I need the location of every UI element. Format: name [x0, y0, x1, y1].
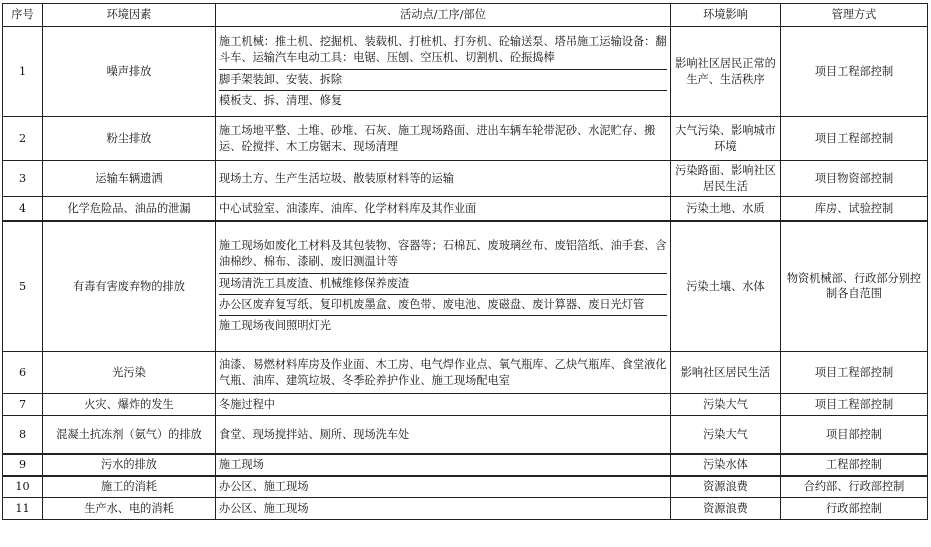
- row-no: 4: [3, 197, 43, 221]
- activity-line: 冬施过程中: [219, 397, 275, 411]
- table-row: [3, 221, 928, 352]
- row-impact: 污染大气: [671, 394, 781, 416]
- row-activity: [216, 498, 671, 520]
- row-activity: [216, 27, 671, 117]
- table-row: [3, 197, 928, 221]
- row-factor: 粉尘排放: [43, 117, 216, 161]
- table-row: [3, 27, 928, 117]
- row-mgmt: 项目部控制: [781, 416, 928, 454]
- row-factor: 有毒有害废弃物的排放: [43, 221, 216, 352]
- row-impact: 污染路面、影响社区居民生活: [671, 161, 781, 197]
- row-activity: [216, 476, 671, 498]
- table-row: [3, 117, 928, 161]
- activity-line: 办公区、施工现场: [219, 480, 309, 494]
- row-mgmt: 行政部控制: [781, 498, 928, 520]
- row-no: 3: [3, 161, 43, 197]
- table-row: [3, 454, 928, 476]
- row-activity: [216, 352, 671, 394]
- row-no: 11: [3, 498, 43, 520]
- row-factor: 光污染: [43, 352, 216, 394]
- row-mgmt: 项目工程部控制: [781, 352, 928, 394]
- row-mgmt: 工程部控制: [781, 454, 928, 476]
- row-impact: 污染土地、水质: [671, 197, 781, 221]
- row-mgmt: 项目工程部控制: [781, 27, 928, 117]
- activity-line: 施工机械：推土机、挖掘机、装载机、打桩机、打夯机、砼输送泵、塔吊施工运输设备：翻斗车、运输汽车电动工具：电锯、压刨、空压机、切割机、砼振捣棒: [219, 35, 667, 65]
- row-factor: 化学危险品、油品的泄漏: [43, 197, 216, 221]
- activity-line: 现场清洗工具废渣、机械维修保养废渣: [219, 273, 667, 294]
- row-no: 1: [3, 27, 43, 117]
- row-factor: 生产水、电的消耗: [43, 498, 216, 520]
- row-impact: 影响社区居民生活: [671, 352, 781, 394]
- row-impact: 资源浪费: [671, 476, 781, 498]
- row-factor: 噪声排放: [43, 27, 216, 117]
- row-no: 7: [3, 394, 43, 416]
- row-factor: 施工的消耗: [43, 476, 216, 498]
- activity-line: 模板支、拆、清理、修复: [219, 90, 667, 111]
- table-row: [3, 476, 928, 498]
- table-row: [3, 352, 928, 394]
- header-no: 序号: [3, 4, 43, 27]
- row-no: 9: [3, 454, 43, 476]
- row-activity: [216, 117, 671, 161]
- row-no: 8: [3, 416, 43, 454]
- row-mgmt: 库房、试验控制: [781, 197, 928, 221]
- activity-line: 中心试验室、油漆库、油库、化学材料库及其作业面: [219, 201, 477, 215]
- activity-line: 施工场地平整、土堆、砂堆、石灰、施工现场路面、进出车辆车轮带泥砂、水泥贮存、搬运、砼搅拌、木工房锯末、现场清理: [219, 124, 656, 153]
- row-impact: 影响社区居民正常的生产、生活秩序: [671, 27, 781, 117]
- table-header-row: [3, 4, 928, 27]
- row-impact: 大气污染、影响城市环境: [671, 117, 781, 161]
- row-impact: 污染水体: [671, 454, 781, 476]
- table-row: [3, 394, 928, 416]
- row-activity: [216, 221, 671, 352]
- row-activity: [216, 161, 671, 197]
- activity-line: 施工现场如废化工材料及其包装物、容器等；石棉瓦、废玻璃丝布、废铝箔纸、油手套、含油棉纱、棉布、漆刷、废旧测温计等: [219, 239, 667, 269]
- header-factor: 环境因素: [43, 4, 216, 27]
- row-no: 10: [3, 476, 43, 498]
- header-mgmt: 管理方式: [781, 4, 928, 27]
- row-activity: [216, 197, 671, 221]
- row-factor: 混凝土抗冻剂（氨气）的排放: [43, 416, 216, 454]
- row-impact: 资源浪费: [671, 498, 781, 520]
- row-factor: 运输车辆遗洒: [43, 161, 216, 197]
- row-mgmt: 项目工程部控制: [781, 394, 928, 416]
- activity-line: 办公区废弃复写纸、复印机废墨盒、废色带、废电池、废磁盘、废计算器、废日光灯管: [219, 294, 667, 315]
- row-impact: 污染大气: [671, 416, 781, 454]
- row-factor: 污水的排放: [43, 454, 216, 476]
- row-activity: [216, 394, 671, 416]
- header-activity: 活动点/工序/部位: [216, 4, 671, 27]
- table-row: [3, 498, 928, 520]
- row-mgmt: 合约部、行政部控制: [781, 476, 928, 498]
- environmental-factors-table: [2, 3, 928, 520]
- row-no: 5: [3, 221, 43, 352]
- table-row: [3, 416, 928, 454]
- activity-line: 食堂、现场搅拌站、厕所、现场洗车处: [219, 427, 410, 441]
- row-no: 2: [3, 117, 43, 161]
- activity-line: 脚手架装卸、安装、拆除: [219, 69, 667, 90]
- row-impact: 污染土壤、水体: [671, 221, 781, 352]
- row-activity: [216, 416, 671, 454]
- table-row: [3, 161, 928, 197]
- activity-line: 施工现场夜间照明灯光: [219, 315, 667, 336]
- row-no: 6: [3, 352, 43, 394]
- row-mgmt: 项目物资部控制: [781, 161, 928, 197]
- row-mgmt: 项目工程部控制: [781, 117, 928, 161]
- activity-line: 施工现场: [219, 457, 264, 471]
- row-activity: [216, 454, 671, 476]
- activity-line: 办公区、施工现场: [219, 501, 309, 515]
- activity-line: 油漆、易燃材料库房及作业面、木工房、电气焊作业点、氧气瓶库、乙炔气瓶库、食堂液化气瓶、油库、建筑垃圾、冬季砼养护作业、施工现场配电室: [219, 358, 667, 387]
- header-impact: 环境影响: [671, 4, 781, 27]
- row-mgmt: 物资机械部、行政部分别控制各自范围: [781, 221, 928, 352]
- row-factor: 火灾、爆炸的发生: [43, 394, 216, 416]
- activity-line: 现场土方、生产生活垃圾、散装原材料等的运输: [219, 171, 454, 185]
